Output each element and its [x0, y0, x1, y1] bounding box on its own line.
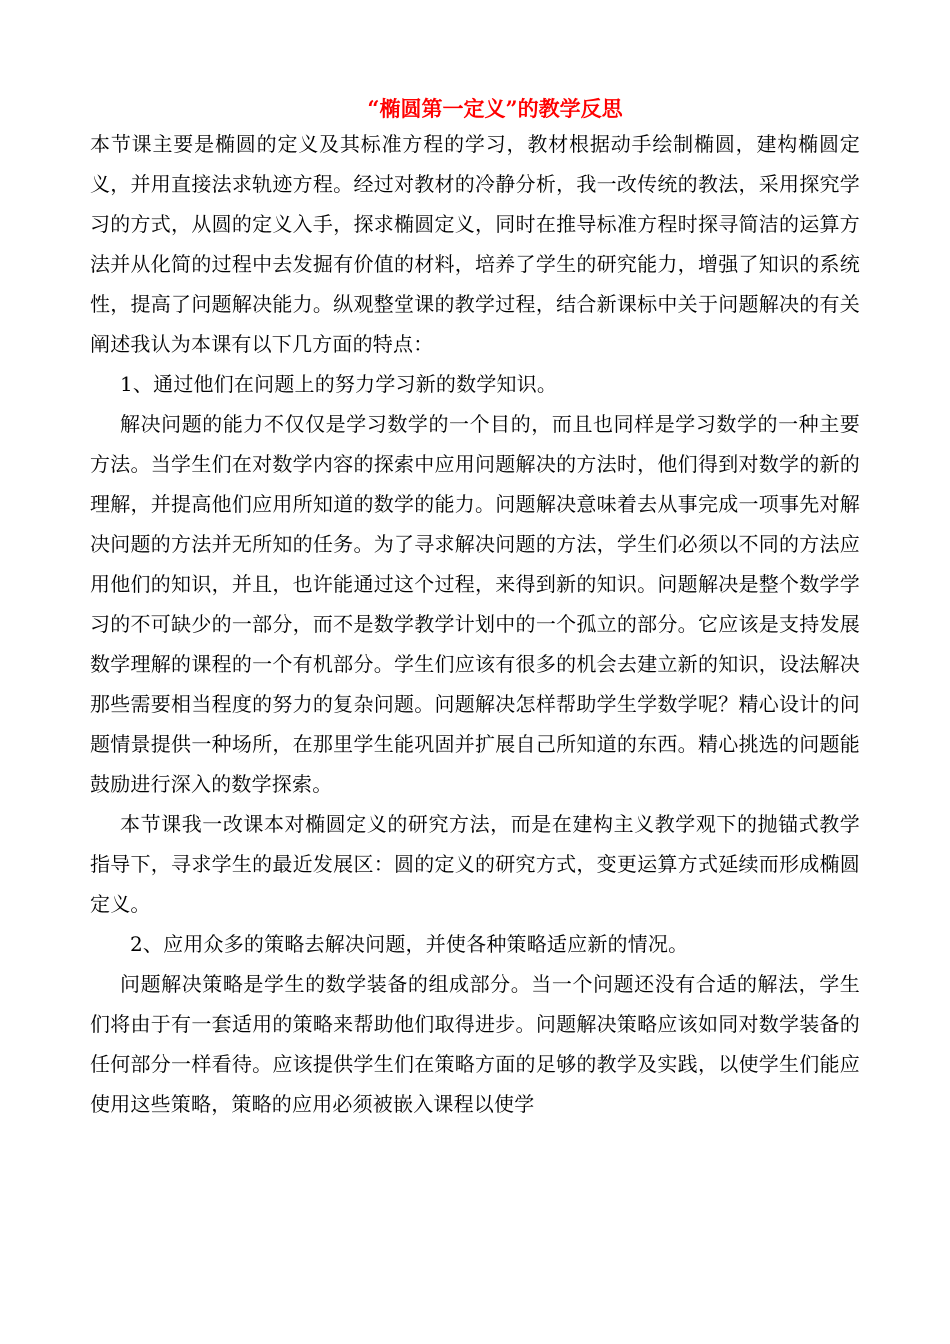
document-title: “椭圆第一定义”的教学反思	[367, 96, 623, 121]
paragraph-intro: 本节课主要是椭圆的定义及其标准方程的学习，教材根据动手绘制椭圆，建构椭圆定义，并用直接法求轨迹方程。经过对教材的冷静分析，我一改传统的教法，采用探究学习的方式，从圆的定义入手，探求椭圆定义，同时在推导标准方程时探寻简洁的运算方法并从化简的过程中去发掘有价值的材料，培养了学生的研究能力，增强了知识的系统性，提高了问题解决能力。纵观整堂课的教学过程，结合新课标中关于问题解决的有关阐述我认为本课有以下几方面的特点：	[90, 132, 860, 356]
document-page	[90, 94, 860, 1124]
paragraph-lesson-method: 本节课我一改课本对椭圆定义的研究方法，而是在建构主义教学观下的抛锚式教学指导下，寻求学生的最近发展区：圆的定义的研究方式，变更运算方式延续而形成椭圆定义。	[90, 812, 860, 916]
paragraph-point-1-heading: 1、通过他们在问题上的努力学习新的数学知识。	[120, 372, 558, 396]
paragraph-problem-solving: 解决问题的能力不仅仅是学习数学的一个目的，而且也同样是学习数学的一种主要方法。当学生们在对数学内容的探索中应用问题解决的方法时，他们得到对数学的新的理解，并提高他们应用所知道的数学的能力。问题解决意味着去从事完成一项事先对解决问题的方法并无所知的任务。为了寻求解决问题的方法，学生们必须以不同的方法应用他们的知识，并且，也许能通过这个过程，来得到新的知识。问题解决是整个数学学习的不可缺少的一部分，而不是数学教学计划中的一个孤立的部分。它应该是支持发展数学理解的课程的一个有机部分。学生们应该有很多的机会去建立新的知识，设法解决那些需要相当程度的努力的复杂问题。问题解决怎样帮助学生学数学呢？精心设计的问题情景提供一种场所，在那里学生能巩固并扩展自己所知道的东西。精心挑选的问题能鼓励进行深入的数学探索。	[90, 412, 860, 796]
paragraph-point-2-heading: 2、应用众多的策略去解决问题，并使各种策略适应新的情况。	[130, 932, 689, 956]
paragraph-strategies: 问题解决策略是学生的数学装备的组成部分。当一个问题还没有合适的解法，学生们将由于有一套适用的策略来帮助他们取得进步。问题解决策略应该如同对数学装备的任何部分一样看待。应该提供学生们在策略方面的足够的教学及实践，以使学生们能应使用这些策略，策略的应用必须被嵌入课程以使学	[90, 972, 860, 1116]
